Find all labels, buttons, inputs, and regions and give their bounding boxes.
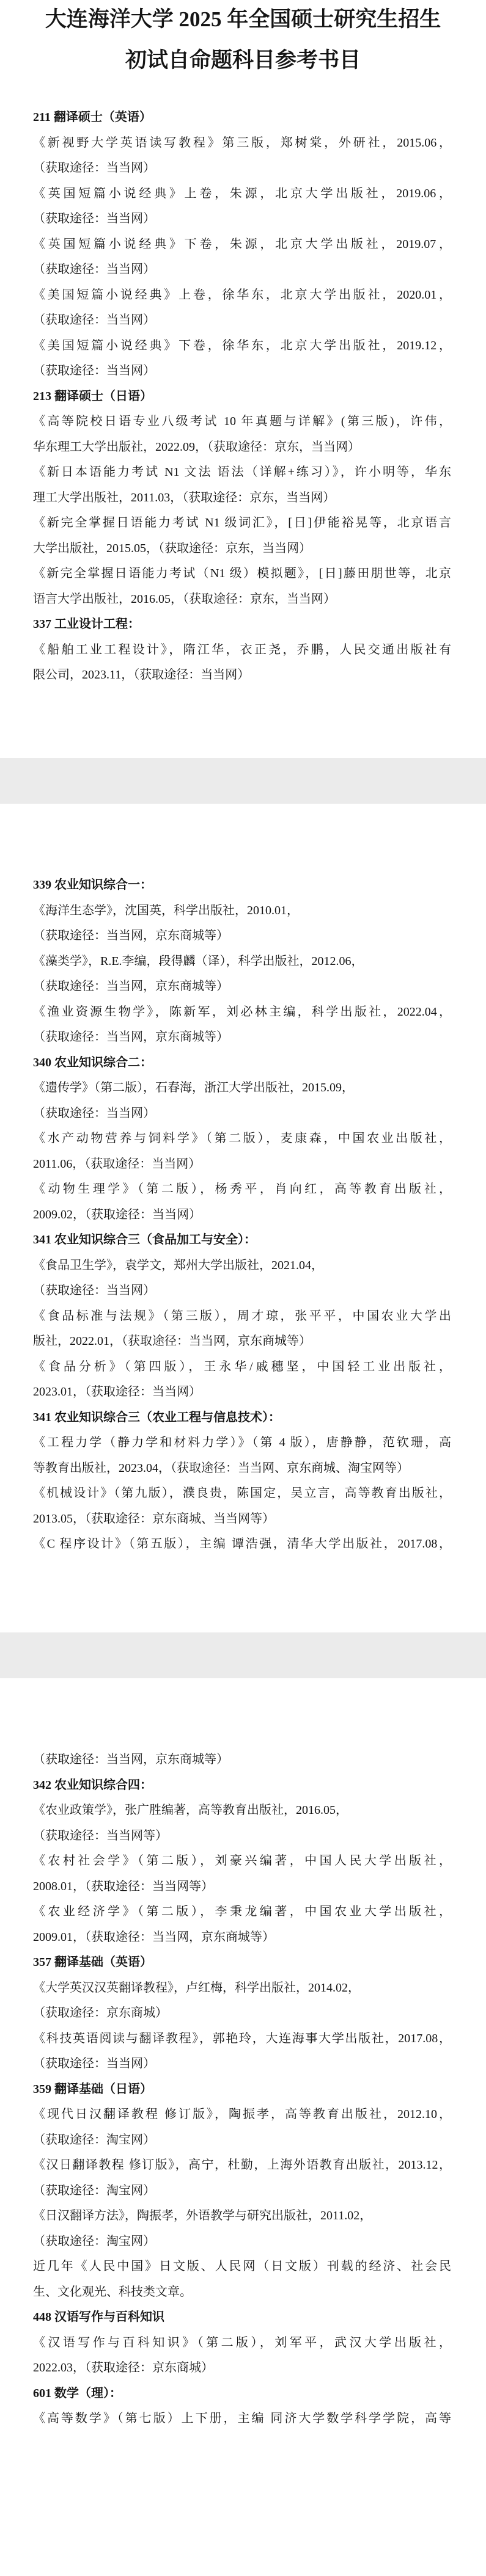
acquisition-note: （获取途径：当当网） xyxy=(33,364,155,377)
acquisition-note: （获取途径：当当网） xyxy=(33,161,155,175)
acquisition-note: （获取途径：当当网） xyxy=(33,212,155,225)
acquisition-note: （获取途径：淘宝网） xyxy=(33,2183,155,2197)
section-heading: 359 翻译基础（日语） xyxy=(33,2082,152,2096)
reading-material-continuation: 生、文化观光、科技类文章。 xyxy=(33,2285,192,2299)
book-reference-continuation: 2008.01，（获取途径：当当网等） xyxy=(33,1879,213,1893)
book-reference-line: 《遗传学》（第二版），石春海，浙江大学出版社，2015.09， xyxy=(33,1081,354,1094)
book-reference-continuation: 限公司，2023.11，（获取途径：当当网） xyxy=(33,668,250,682)
book-reference-line: 《汉语写作与百科知识》（第二版），刘军平，武汉大学出版社， xyxy=(33,2335,451,2349)
book-reference-continuation: 2013.05，（获取途径：京东商城、当当网等） xyxy=(33,1512,274,1526)
book-reference-line: 《英国短篇小说经典》上卷，朱源，北京大学出版社，2019.06， xyxy=(33,186,451,200)
book-reference-continuation: 版社，2022.01，（获取途径：当当网，京东商城等） xyxy=(33,1334,311,1348)
book-reference-continuation: 等教育出版社，2023.04，（获取途径：当当网、京东商城、淘宝网等） xyxy=(33,1461,409,1475)
book-reference-line: 《科技英语阅读与翻译教程》，郭艳玲，大连海事大学出版社，2017.08， xyxy=(33,2031,451,2045)
page-1-text xyxy=(33,105,451,688)
section-heading: 337 工业设计工程： xyxy=(33,617,140,631)
book-reference-line: 《大学英汉汉英翻译教程》，卢红梅，科学出版社，2014.02， xyxy=(33,1981,360,1995)
acquisition-note: （获取途径：当当网，京东商城等） xyxy=(33,1030,229,1044)
book-reference-line: 《机械设计》（第九版），濮良贵，陈国定，吴立言，高等教育出版社， xyxy=(33,1486,451,1500)
book-reference-line: 《工程力学（静力学和材料力学）》（第 4 版），唐静静，范钦珊，高 xyxy=(33,1436,451,1449)
book-reference-continuation: 2009.01，（获取途径：当当网，京东商城等） xyxy=(33,1930,274,1944)
section-heading: 339 农业知识综合一： xyxy=(33,878,152,892)
book-reference-line: 《高等数学》（第七版）上下册，主编 同济大学数学科学学院，高等 xyxy=(33,2412,451,2425)
book-reference-line: 《农业政策学》，张广胜编著，高等教育出版社，2016.05， xyxy=(33,1803,348,1817)
book-reference-line: 《高等院校日语专业八级考试 10 年真题与详解》(第三版)，许伟， xyxy=(33,415,451,428)
book-reference-line: 《动物生理学》（第二版），杨秀平，肖向红，高等教育出版社， xyxy=(33,1182,451,1196)
book-reference-line: 《新完全掌握日语能力考试 N1 级词汇》，[日]伊能裕晃等，北京语言 xyxy=(33,516,451,529)
document-title-line-1: 大连海洋大学 2025 年全国硕士研究生招生 xyxy=(45,7,441,31)
book-reference-continuation: 2009.02，（获取途径：当当网） xyxy=(33,1207,201,1221)
book-reference-continuation: 2023.01，（获取途径：当当网） xyxy=(33,1385,201,1399)
book-reference-line: 《新日本语能力考试 N1 文法 语法（详解+练习）》，许小明等，华东 xyxy=(33,465,451,479)
book-reference-line: 《藻类学》，R.E.李编，段得麟（译），科学出版社，2012.06， xyxy=(33,954,364,968)
document-page-3 xyxy=(0,1678,486,2576)
book-reference-line: 《新视野大学英语读写教程》第三版，郑树棠，外研社，2015.06， xyxy=(33,136,451,150)
acquisition-note: （获取途径：京东商城） xyxy=(33,2006,168,2020)
acquisition-note: （获取途径：淘宝网） xyxy=(33,2133,155,2147)
book-reference-line: 《食品卫生学》，袁学文，郑州大学出版社，2021.04， xyxy=(33,1258,323,1272)
book-reference-line: 《水产动物营养与饲料学》（第二版），麦康森，中国农业出版社， xyxy=(33,1132,451,1145)
acquisition-note: （获取途径：当当网） xyxy=(33,2057,155,2070)
acquisition-note: （获取途径：当当网，京东商城等） xyxy=(33,980,229,993)
reading-material-line: 近几年《人民中国》日文版、人民网（日文版）刊载的经济、社会民 xyxy=(33,2260,451,2273)
acquisition-note: （获取途径：当当网） xyxy=(33,1106,155,1120)
book-reference-continuation: 语言大学出版社，2016.05，（获取途径：京东，当当网） xyxy=(33,592,336,606)
book-reference-continuation: 华东理工大学出版社，2022.09，（获取途径：京东，当当网） xyxy=(33,440,360,454)
book-reference-line: 《美国短篇小说经典》上卷，徐华东，北京大学出版社，2020.01， xyxy=(33,288,451,302)
section-heading: 211 翻译硕士（英语） xyxy=(33,111,152,124)
acquisition-note: （获取途径：当当网，京东商城等） xyxy=(33,929,229,942)
book-reference-line: 《日汉翻译方法》，陶振孝，外语教学与研究出版社，2011.02， xyxy=(33,2209,372,2222)
book-reference-line: 《食品标准与法规》（第三版），周才琼，张平平，中国农业大学出 xyxy=(33,1309,451,1323)
section-heading: 357 翻译基础（英语） xyxy=(33,1956,152,1969)
book-reference-line: 《汉日翻译教程 修订版》，高宁，杜勤，上海外语教育出版社，2013.12， xyxy=(33,2158,451,2172)
book-reference-line: 《C 程序设计》（第五版），主编 谭浩强，清华大学出版社，2017.08， xyxy=(33,1537,451,1551)
section-heading: 342 农业知识综合四： xyxy=(33,1778,152,1792)
section-heading: 448 汉语写作与百科知识 xyxy=(33,2310,164,2324)
section-heading: 213 翻译硕士（日语） xyxy=(33,389,152,403)
book-reference-line: 《渔业资源生物学》，陈新军，刘必林主编，科学出版社，2022.04， xyxy=(33,1005,451,1019)
document-title-line-2: 初试自命题科目参考书目 xyxy=(125,48,361,72)
book-reference-line: 《船舶工业工程设计》，隋江华，衣正尧，乔鹏，人民交通出版社有 xyxy=(33,642,451,657)
book-reference-line: 《食品分析》（第四版），王永华/戚穗坚，中国轻工业出版社， xyxy=(33,1359,451,1374)
section-heading: 341 农业知识综合三（农业工程与信息技术）： xyxy=(33,1410,281,1424)
acquisition-note: （获取途径：淘宝网） xyxy=(33,2234,155,2248)
section-heading: 601 数学（理）： xyxy=(33,2386,122,2400)
page-2-text xyxy=(33,873,451,1557)
document-page-1 xyxy=(0,0,486,758)
book-reference-line: 《农业经济学》（第二版），李秉龙编著，中国农业大学出版社， xyxy=(33,1905,451,1918)
book-reference-continuation: 2011.06，（获取途径：当当网） xyxy=(33,1157,201,1171)
book-reference-line: 《英国短篇小说经典》下卷，朱源，北京大学出版社，2019.07， xyxy=(33,237,451,251)
book-reference-line: 《现代日汉翻译教程 修订版》，陶振孝，高等教育出版社，2012.10， xyxy=(33,2108,451,2121)
acquisition-note: （获取途径：当当网等） xyxy=(33,1828,168,1843)
acquisition-note: （获取途径：当当网，京东商城等） xyxy=(33,1753,229,1766)
acquisition-note: （获取途径：当当网） xyxy=(33,313,155,327)
section-heading: 340 农业知识综合二： xyxy=(33,1055,152,1069)
book-reference-line: 《美国短篇小说经典》下卷，徐华东，北京大学出版社，2019.12， xyxy=(33,338,451,352)
acquisition-note: （获取途径：当当网） xyxy=(33,263,155,276)
book-reference-line: 《海洋生态学》，沈国英，科学出版社，2010.01， xyxy=(33,903,299,917)
section-heading: 341 农业知识综合三（食品加工与安全）： xyxy=(33,1233,256,1246)
book-reference-continuation: 2022.03，（获取途径：京东商城） xyxy=(33,2361,213,2374)
document-page-2 xyxy=(0,804,486,1632)
book-reference-continuation: 大学出版社，2015.05，（获取途径：京东，当当网） xyxy=(33,541,311,555)
page-3-text xyxy=(33,1747,451,2432)
acquisition-note: （获取途径：当当网） xyxy=(33,1284,155,1297)
book-reference-line: 《新完全掌握日语能力考试（N1 级）模拟题》，[日]藤田朋世等，北京 xyxy=(33,567,451,580)
book-reference-continuation: 理工大学出版社，2011.03，（获取途径：京东，当当网） xyxy=(33,490,336,504)
book-reference-line: 《农村社会学》（第二版），刘豪兴编著，中国人民大学出版社， xyxy=(33,1854,451,1868)
